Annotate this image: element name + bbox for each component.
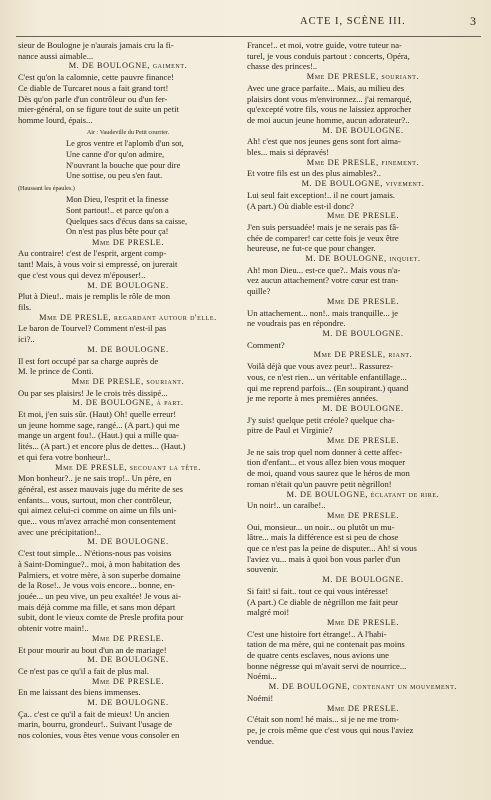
verse-line: Une canne d'or qu'on admire, bbox=[66, 149, 165, 159]
text-line: de la Rose!.. Je vous vois encore... bonne, en- bbox=[18, 580, 176, 591]
text-line: tant! Mais, à vous voir si empressé, on jurerait bbox=[18, 259, 178, 270]
text-line: qui aimez celui-ci comme on aime un fils uni- bbox=[18, 505, 177, 516]
verse-line: N'ouvrant la bouche que pour dire bbox=[66, 160, 181, 170]
speaker-label: M. DE BOULOGNE. bbox=[87, 655, 169, 665]
text-line: nos colonies, vous êtes venue vous consoler en bbox=[18, 730, 180, 741]
text-line: avec une précipitation!.. bbox=[18, 526, 102, 537]
speaker-label: M. DE BOULOGNE. bbox=[87, 344, 169, 354]
text-line: C'était son nom! hé mais... si je ne me trom- bbox=[247, 714, 399, 725]
speaker-label: Mme DE PRESLE. bbox=[326, 510, 400, 520]
speaker-label: M. DE BOULOGNE, contenant un mouvement. bbox=[268, 682, 458, 692]
text-line: J'y suis! quelque petit créole? quelque cha- bbox=[247, 414, 395, 425]
speaker-label: Mme DE PRESLE. bbox=[91, 237, 165, 247]
left-column bbox=[18, 40, 238, 741]
text-line: En me laissant des biens immenses. bbox=[18, 687, 141, 698]
text-line: Au contraire! c'est de l'esprit, argent comp- bbox=[18, 248, 167, 259]
text-line: sieur de Boulogne je n'aurais jamais cru la fi- bbox=[18, 40, 174, 50]
text-line: vendue. bbox=[247, 735, 274, 746]
text-line: ici?.. bbox=[18, 334, 35, 345]
text-line: Mon bonheur?.. je ne sais trop!.. Un père, en bbox=[18, 473, 172, 484]
verse-line: Quelques sacs d'écus dans sa caisse, bbox=[66, 216, 188, 226]
speaker-label: Mme DE PRESLE, secouant la tête. bbox=[55, 462, 201, 472]
speaker-label: Mme DE PRESLE. bbox=[326, 617, 400, 627]
text-line: subit, dont le vieux comte de Presle profita pour bbox=[18, 612, 184, 623]
text-line: Dès qu'on parle d'un contrôleur ou d'un fer- bbox=[18, 93, 168, 104]
speaker-label: M. DE BOULOGNE, vivement. bbox=[301, 179, 425, 189]
speaker-label: Mme DE PRESLE, finement. bbox=[306, 157, 420, 167]
text-line: que c'est vous qui devez m'épouser!.. bbox=[18, 269, 146, 280]
page-number: 3 bbox=[470, 14, 477, 28]
text-line: Plut à Dieu!.. mais je remplis le rôle de mon bbox=[18, 291, 171, 302]
text-line: à Saint-Domingue?.. moi, à mon habitation des bbox=[18, 558, 181, 569]
text-line: Ce n'est pas ce qu'il a fait de plus mal. bbox=[18, 665, 150, 676]
text-line: fils. bbox=[18, 302, 32, 312]
speaker-label: M. DE BOULOGNE, à part. bbox=[72, 398, 184, 408]
text-line: Je ne sais trop quel nom donner à cette affec- bbox=[247, 446, 403, 457]
text-line: Noémi... bbox=[247, 671, 277, 682]
text-line: de quatre cents esclaves, nous avions une bbox=[247, 650, 389, 661]
verse-line: Le gros ventre et l'aplomb d'un sot, bbox=[66, 139, 184, 149]
running-header bbox=[0, 14, 491, 34]
text-line: enfants... vous, surtout, mon cher contrôleur, bbox=[18, 494, 172, 505]
speaker-label: Mme DE PRESLE. bbox=[326, 436, 400, 446]
text-line: lâtre... mais la différence est si peu de chose bbox=[247, 532, 399, 543]
text-line: général, est assez mauvais juge du mérite de ses bbox=[18, 483, 183, 494]
text-line: souvenir. bbox=[247, 564, 279, 575]
speaker-label: Mme DE PRESLE. bbox=[91, 676, 165, 686]
text-line: lités... (A part.) et encore plus de dettes... (Haut.) bbox=[18, 441, 186, 452]
text-line: (A part.) Où diable est-il donc? bbox=[247, 200, 354, 211]
speaker-label: M. DE BOULOGNE. bbox=[322, 328, 404, 338]
text-line: chasse des princes!.. bbox=[247, 61, 318, 72]
text-line: Il est fort occupé par sa charge auprès de bbox=[18, 355, 159, 366]
text-line: malgré moi! bbox=[247, 607, 290, 618]
header-title: ACTE I, SCÈNE III. bbox=[300, 16, 406, 27]
text-line: Noémi! bbox=[247, 692, 274, 703]
text-line: France!.. et moi, votre guide, votre tuteur na- bbox=[247, 40, 402, 50]
text-line: J'en suis persuadée! mais je ne serais pas fâ- bbox=[247, 221, 399, 232]
text-line: Et votre fils est un des plus aimables?.. bbox=[247, 168, 381, 179]
text-line: mais déjà comme ma fille, et sans mon départ bbox=[18, 601, 176, 612]
text-line: obtenir votre main!.. bbox=[18, 623, 89, 634]
air-note: Air : Vaudeville du Petit courrier. bbox=[86, 128, 170, 136]
speaker-label: M. DE BOULOGNE, inquiet. bbox=[305, 254, 421, 264]
text-line: chée de comparer! car cette fois je veux être bbox=[247, 232, 399, 243]
text-line: marin, bourru, grondeur!.. Suivant l'usage de bbox=[18, 719, 173, 730]
text-line: quille? bbox=[247, 286, 271, 297]
text-line: je me reporte à mes premières années. bbox=[247, 393, 378, 404]
text-line: mange un argent fou!.. (Haut.) qui a mille qua- bbox=[18, 430, 179, 441]
text-line: plaisirs dont vous m'environnez... j'ai remarqué, bbox=[247, 93, 412, 104]
speaker-label: Mme DE PRESLE. bbox=[326, 211, 400, 221]
text-line: M. le prince de Conti. bbox=[18, 366, 94, 377]
verse-line: On n'est pas plus bête pour ça! bbox=[66, 227, 169, 237]
text-line: Un attachement... non!.. mais tranquille... je bbox=[247, 307, 399, 318]
text-line: tion d'enfant... et vous allez bien vous moquer bbox=[247, 457, 406, 468]
text-line: Ou par ses plaisirs! Je le crois très dissipé... bbox=[18, 387, 168, 398]
text-line: Comment? bbox=[247, 339, 285, 350]
text-line: qu'excepté votre fils, vous ne laissiez approcher bbox=[247, 104, 412, 115]
speaker-label: Mme DE PRESLE, souriant. bbox=[306, 72, 420, 82]
text-line: ne voudrais pas en répondre. bbox=[247, 318, 346, 329]
text-line: Ça.. c'est ce qu'il a fait de mieux! Un ancien bbox=[18, 708, 170, 719]
text-line: (A part.) Ce diable de nègrillon me fait peur bbox=[247, 596, 399, 607]
text-line: de moi, quand vous saurez que le héros de mon bbox=[247, 468, 410, 479]
text-line: qui me reprend parfois... (En soupirant.) quand bbox=[247, 382, 409, 393]
text-line: un jeune homme sage, rangé... (A part.) qui me bbox=[18, 419, 180, 430]
text-line: Oui, monsieur... un noir... ou plutôt un mu- bbox=[247, 521, 395, 532]
text-line: Et pour mourir au bout d'un an de mariage! bbox=[18, 644, 167, 655]
text-line: l'aviez vu... mais à quoi bon vous parler d'un bbox=[247, 553, 401, 564]
speaker-label: Mme DE PRESLE, riant. bbox=[313, 350, 413, 360]
speaker-label: Mme DE PRESLE. bbox=[91, 633, 165, 643]
speaker-label: Mme DE PRESLE, souriant. bbox=[71, 376, 185, 386]
text-line: C'est qu'on la calomnie, cette pauvre finance! bbox=[18, 72, 175, 83]
verse-line: Mon Dieu, l'esprit et la finesse bbox=[66, 195, 169, 205]
text-line: Et moi, j'en suis sûr. (Haut) Oh! quelle erreur! bbox=[18, 409, 177, 420]
speaker-label: M. DE BOULOGNE. bbox=[322, 125, 404, 135]
text-line: Ah! mon Dieu... est-ce que?.. Mais vous n'a- bbox=[247, 264, 401, 275]
text-line: vous, ce n'est rien... un véritable enfantillage... bbox=[247, 371, 407, 382]
text-line: roman n'était qu'un pauvre petit nègrillon! bbox=[247, 478, 392, 489]
verse-line: Sont partout!.. et parce qu'on a bbox=[66, 206, 169, 215]
text-line: Le baron de Tourvel? Comment n'est-il pas bbox=[18, 323, 167, 334]
text-line: pe, je crois même que c'est vous qui nous l'aviez bbox=[247, 725, 414, 735]
text-line: Ce diable de Turcaret nous a fait grand tort! bbox=[18, 82, 169, 93]
text-line: bonne négresse qui m'avait servi de nourrice... bbox=[247, 660, 407, 671]
text-line: turel, je vous conduis partout : concerts, Opéra, bbox=[247, 50, 410, 61]
speaker-label: M. DE BOULOGNE. bbox=[87, 280, 169, 290]
text-line: homme lourd, épais... bbox=[18, 114, 93, 125]
text-line: jouée... un peu vive, un peu exaltée! Je vous ai- bbox=[18, 590, 181, 601]
speaker-label: M. DE BOULOGNE. bbox=[87, 537, 169, 547]
text-line: Lui seul fait exception!.. il ne court jamais. bbox=[247, 189, 395, 200]
speaker-label: Mme DE PRESLE. bbox=[326, 296, 400, 306]
header-rule bbox=[16, 36, 481, 37]
text-line: que... vous m'avez arraché mon consentement bbox=[18, 516, 176, 527]
text-line: vez aucun attachement? votre cœur est tran- bbox=[247, 275, 399, 286]
text-line: que ce n'est pas la peine de disputer... Ah! si vous bbox=[247, 543, 417, 554]
text-line: nance aussi aimable... bbox=[18, 50, 94, 61]
stage-direction: (Haussant les épaules.) bbox=[18, 184, 75, 192]
text-line: Si fait! si fait.. tout ce qui vous intéresse! bbox=[247, 585, 389, 596]
text-line: Un noir!.. un caraïbe!.. bbox=[247, 500, 326, 511]
right-column bbox=[247, 40, 479, 746]
text-line: et qui fera votre bonheur!.. bbox=[18, 451, 111, 462]
text-line: tation de ma mère, qui ne contenait pas moins bbox=[247, 639, 405, 650]
text-line: heureuse, ne fut-ce que pour changer. bbox=[247, 243, 376, 254]
text-line: de moi aucun jeune homme, aucun adorateur?.. bbox=[247, 114, 410, 125]
speaker-label: M. DE BOULOGNE. bbox=[87, 698, 169, 708]
speaker-label: M. DE BOULOGNE. bbox=[322, 403, 404, 413]
speaker-label: M. DE BOULOGNE, éclatant de rire. bbox=[286, 489, 440, 499]
text-line: Palmiers, et votre mère, à son superbe domaine bbox=[18, 569, 181, 580]
text-line: C'est tout simple... N'étions-nous pas voisins bbox=[18, 548, 172, 559]
speaker-label: Mme DE PRESLE, regardant autour d'elle. bbox=[39, 312, 217, 322]
speaker-label: M. DE BOULOGNE, gaiment. bbox=[68, 61, 188, 71]
text-line: Avec une grace parfaite... Mais, au milieu des bbox=[247, 82, 405, 93]
text-line: Voilà déjà que vous avez peur!.. Rassurez- bbox=[247, 361, 393, 372]
text-line: Ah! c'est que nos jeunes gens sont fort aima- bbox=[247, 136, 401, 147]
text-line: pitre de Paul et Virginie? bbox=[247, 425, 333, 436]
verse-line: Une sottise, ou peu s'en faut. bbox=[66, 171, 163, 181]
text-line: C'est une histoire fort étrange!.. A l'habi- bbox=[247, 628, 387, 639]
speaker-label: M. DE BOULOGNE. bbox=[322, 575, 404, 585]
text-line: bles... mais si dépravés! bbox=[247, 147, 330, 158]
speaker-label: Mme DE PRESLE. bbox=[326, 703, 400, 713]
text-line: mier-général, on se figure tout de suite un petit bbox=[18, 104, 179, 115]
